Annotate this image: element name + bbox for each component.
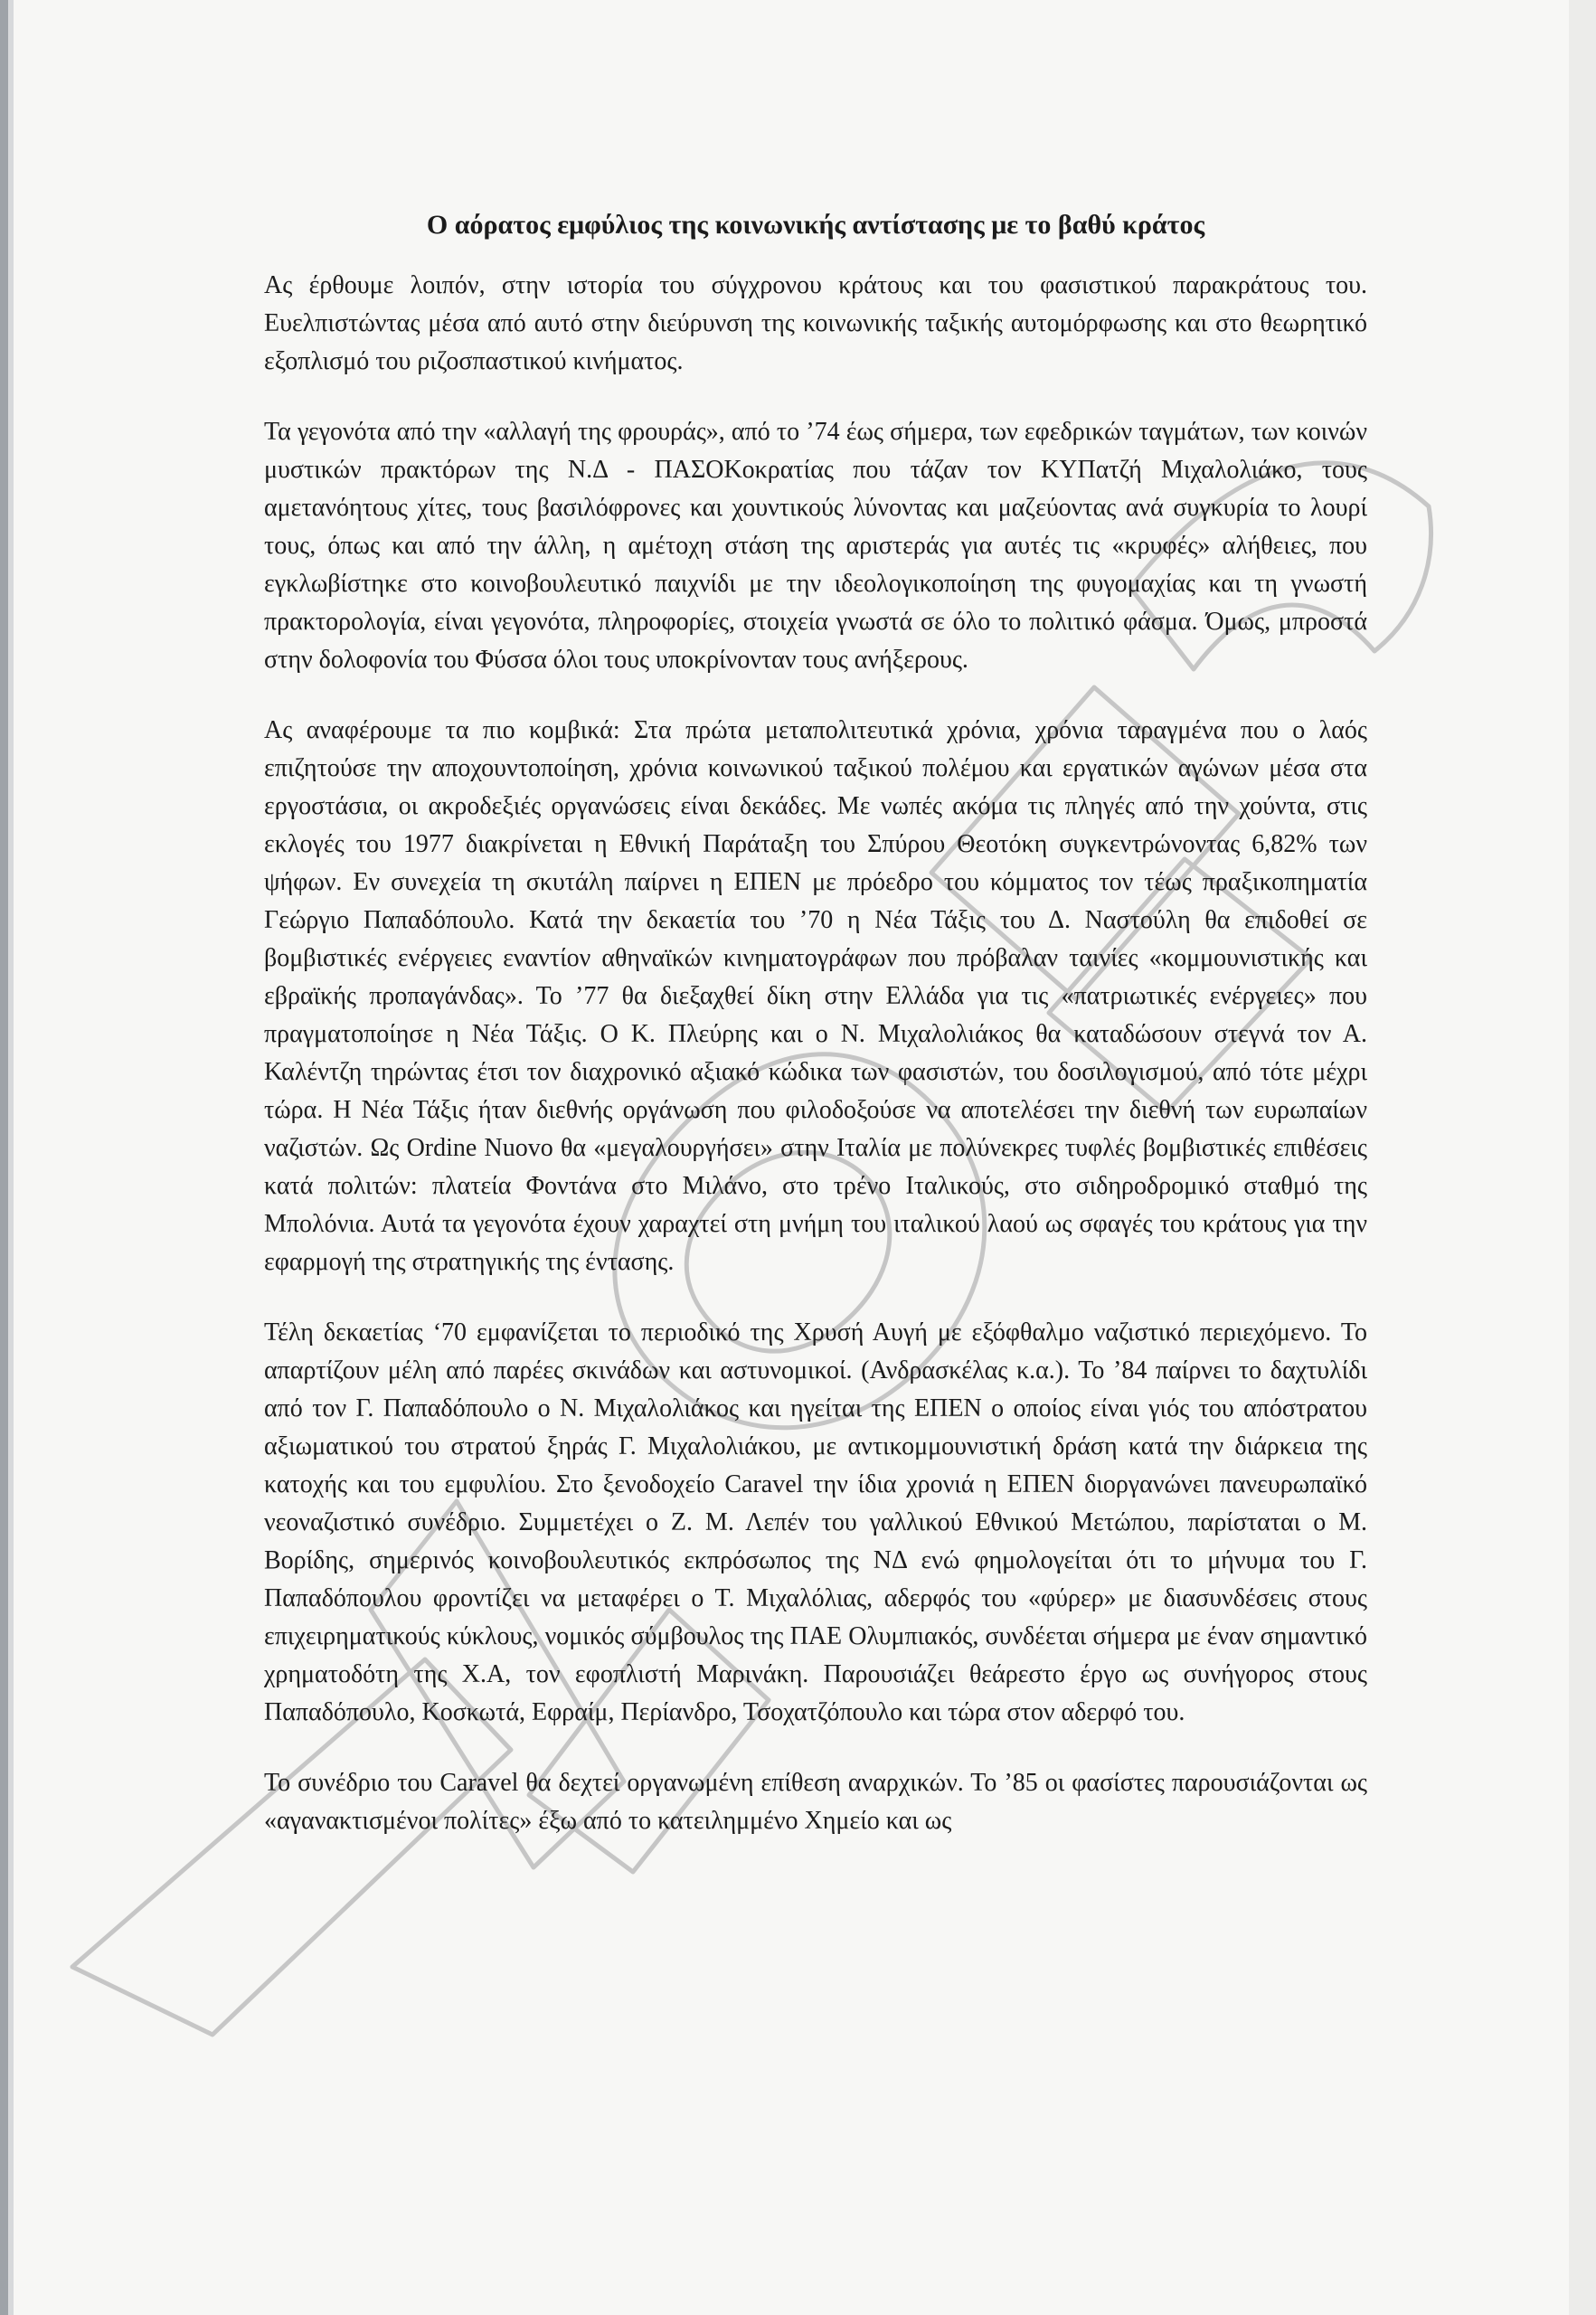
document-body bbox=[264, 203, 1367, 1873]
scan-right-shadow bbox=[1569, 0, 1596, 2315]
paragraph-2: Τα γεγονότα από την «αλλαγή της φρουράς», από το ’74 έως σήμερα, των εφεδρικών ταγμάτων, των κοινών μυστικών πρακτόρων της Ν.Δ - ΠΑΣΟΚοκρατίας που τάζαν τον ΚΥΠατζή Μιχαλολιάκο, τους αμετανόητους χίτες, τους βασιλόφρονες και χουντικούς λύνοντας και μαζεύοντας ανά συγκυρία το λουρί τους, όπως και από την άλλη, η αμέτοχη στάση της αριστεράς για αυτές τις «κρυφές» αλήθειες, που εγκλωβίστηκε στο κοινοβουλευτικό παιχνίδι με την ιδεολογικοποίηση της φυγομαχίας και τη γνωστή πρακτορολογία, είναι γεγονότα, πληροφορίες, στοιχεία γνωστά σε όλο το πολιτικό φάσμα. Όμως, μπροστά στην δολοφονία του Φύσσα όλοι τους υποκρίνονταν τους ανήξερους. bbox=[264, 418, 1367, 674]
paragraph-1: Ας έρθουμε λοιπόν, στην ιστορία του σύγχρονου κράτους και του φασιστικού παρακράτους του. Ευελπιστώντας μέσα από αυτό στην διεύρυνση της κοινωνικής ταξικής αυτομόρφωσης και στο θεωρητικό εξοπλισμό του ριζοσπαστικού κινήματος. bbox=[264, 271, 1367, 375]
paragraph-5: Το συνέδριο του Caravel θα δεχτεί οργανωμένη επίθεση αναρχικών. Το ’85 οι φασίστες παρουσιάζονται ως «αγανακτισμένοι πολίτες» έξω από το κατειλημμένο Χημείο και ως bbox=[264, 1769, 1367, 1835]
paragraph-4: Τέλη δεκαετίας ‘70 εμφανίζεται το περιοδικό της Χρυσή Αυγή με εξόφθαλμο ναζιστικό περιεχόμενο. Το απαρτίζουν μέλη από παρέες σκινάδων και αστυνομικοί. (Ανδρασκέλας κ.α.). Το ’84 παίρνει το δαχτυλίδι από τον Γ. Παπαδόπουλο ο Ν. Μιχαλολιάκος και ηγείται της ΕΠΕΝ ο οποίος είναι γιός του απόστρατου αξιωματικού του στρατού ξηράς Γ. Μιχαλολιάκου, με αντικομμουνιστική δράση κατά την διάρκεια της κατοχής και του εμφυλίου. Στο ξενοδοχείο Caravel την ίδια χρονιά η ΕΠΕΝ διοργανώνει πανευρωπαϊκό νεοναζιστικό συνέδριο. Συμμετέχει ο Ζ. Μ. Λεπέν του γαλλικού Εθνικού Μετώπου, παρίσταται ο Μ. Βορίδης, σημερινός κοινοβουλευτικός εκπρόσωπος της ΝΔ ενώ φημολογείται ότι το μήνυμα του Γ. Παπαδόπουλου φροντίζει να μεταφέρει ο Τ. Μιχαλόλιας, αδερφός του «φύρερ» με διασυνδέσεις στους επιχειρηματικούς κύκλους, νομικός σύμβουλος της ΠΑΕ Ολυμπιακός, συνδέεται σήμερα με έναν σημαντικό χρηματοδότη της Χ.Α, τον εφοπλιστή Μαρινάκη. Παρουσιάζει θεάρεστο έργο ως συνήγορος στους Παπαδόπουλο, Κοσκωτά, Εφραίμ, Περίανδρο, Τσοχατζόπουλο και τώρα στον αδερφό του. bbox=[264, 1318, 1367, 1726]
scan-left-edge bbox=[0, 0, 8, 2315]
document-title: Ο αόρατος εμφύλιος της κοινωνικής αντίστασης με το βαθύ κράτος bbox=[426, 210, 1205, 240]
paragraph-3: Ας αναφέρουμε τα πιο κομβικά: Στα πρώτα μεταπολιτευτικά χρόνια, χρόνια ταραγμένα που ο λαός επιζητούσε την αποχουντοποίηση, χρόνια κοινωνικού ταξικού πολέμου και εργατικών αγώνων μέσα στα εργοστάσια, οι ακροδεξιές οργανώσεις είναι δεκάδες. Με νωπές ακόμα τις πληγές από την χούντα, στις εκλογές του 1977 διακρίνεται η Εθνική Παράταξη του Σπύρου Θεοτόκη συγκεντρώνοντας 6,82% των ψήφων. Εν συνεχεία τη σκυτάλη παίρνει η ΕΠΕΝ με πρόεδρο του κόμματος τον τέως πραξικοπηματία Γεώργιο Παπαδόπουλο. Κατά την δεκαετία του ’70 η Νέα Τάξις του Δ. Ναστούλη θα επιδοθεί σε βομβιστικές ενέργειες εναντίον αθηναϊκών κινηματογράφων που πρόβαλαν ταινίες «κομμουνιστικής και εβραϊκής προπαγάνδας». Το ’77 θα διεξαχθεί δίκη στην Ελλάδα για τις «πατριωτικές ενέργειες» που πραγματοποίησε η Νέα Τάξις. Ο Κ. Πλεύρης και ο Ν. Μιχαλολιάκος θα καταδώσουν στεγνά τον Α. Καλέντζη τηρώντας έτσι τον διαχρονικό αξιακό κώδικα των φασιστών, του δοσιλογισμού, από τότε μέχρι τώρα. Η Νέα Τάξις ήταν διεθνής οργάνωση που φιλοδοξούσε να αποτελέσει την διεθνή των ευρωπαίων ναζιστών. Ως Ordine Nuovo θα «μεγαλουργήσει» στην Ιταλία με πολύνεκρες τυφλές βομβιστικές επιθέσεις κατά πολιτών: πλατεία Φοντάνα στο Μιλάνο, στο τρένο Ιταλικούς, στο σιδηροδρομικό σταθμό της Μπολόνια. Αυτά τα γεγονότα έχουν χαραχτεί στη μνήμη του ιταλικού λαού ως σφαγές του κράτους για την εφαρμογή της στρατηγικής της έντασης. bbox=[264, 716, 1367, 1276]
